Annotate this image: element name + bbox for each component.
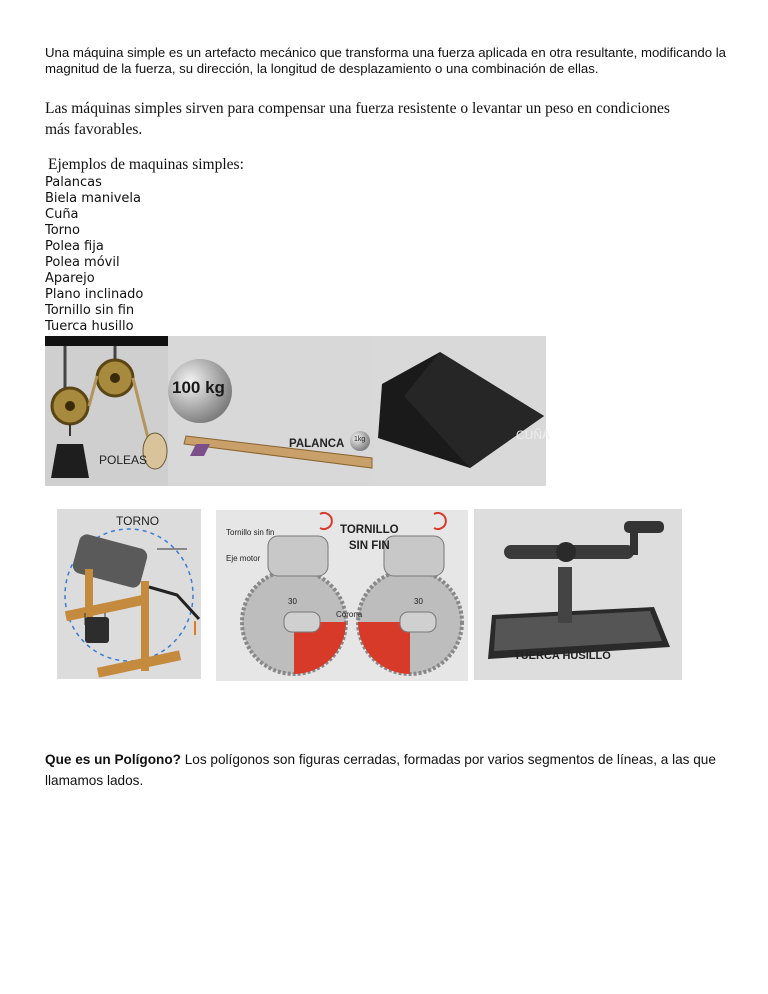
torno-image: [57, 509, 201, 679]
weight-label: 100 kg: [172, 378, 225, 397]
poleas-label: POLEAS: [99, 453, 148, 467]
list-item: Plano inclinado: [45, 287, 144, 302]
list-item: Torno: [45, 223, 80, 238]
poligono-paragraph: [45, 749, 725, 791]
small-weight-label: 1kg: [354, 436, 366, 443]
list-item: Tuerca husillo: [45, 319, 134, 334]
teeth-count-right: 30: [414, 597, 423, 606]
tornillo-label: Tornillo sin fin: [226, 528, 275, 537]
palanca-image: [168, 336, 374, 486]
teeth-count-left: 30: [288, 597, 297, 606]
tuerca-husillo-image: [474, 509, 682, 680]
list-item: Cuña: [45, 207, 79, 222]
purpose-paragraph: Las máquinas simples sirven para compensar una fuerza resistente o levantar un peso en condiciones más favorables.: [45, 100, 670, 138]
list-item: Polea fija: [45, 239, 104, 254]
cuna-image: [374, 336, 551, 486]
examples-list: [45, 175, 143, 335]
cuna-label: CUÑA: [516, 428, 551, 442]
palanca-label: PALANCA: [289, 438, 345, 450]
list-item: Palancas: [45, 175, 102, 190]
torno-label: TORNO: [116, 514, 160, 528]
list-item: Tornillo sin fin: [45, 303, 135, 318]
corona-label: Corona: [336, 610, 363, 619]
examples-title: Ejemplos de maquinas simples:: [48, 156, 244, 173]
poligono-question: Que es un Polígono?: [45, 752, 181, 767]
list-item: Biela manivela: [45, 191, 141, 206]
poleas-image: [45, 336, 168, 486]
tuerca-husillo-label: TUERCA HUSILLO: [514, 650, 611, 662]
eje-motor-label: Eje motor: [226, 554, 261, 563]
list-item: Aparejo: [45, 271, 95, 286]
list-item: Polea móvil: [45, 255, 120, 270]
poligono-answer: Los polígonos son figuras cerradas, formadas por varios segmentos de líneas, a las que llamamos lados.: [45, 752, 716, 788]
tornillo-sin-fin-title: TORNILLO SIN FIN: [340, 524, 399, 552]
definition-paragraph: Una máquina simple es un artefacto mecánico que transforma una fuerza aplicada en otra resultante, modificando la magnitud de la fuerza, su dirección, la longitud de desplazamiento o una combinación de ellas.: [45, 45, 727, 76]
tornillo-sin-fin-image: [216, 510, 468, 681]
